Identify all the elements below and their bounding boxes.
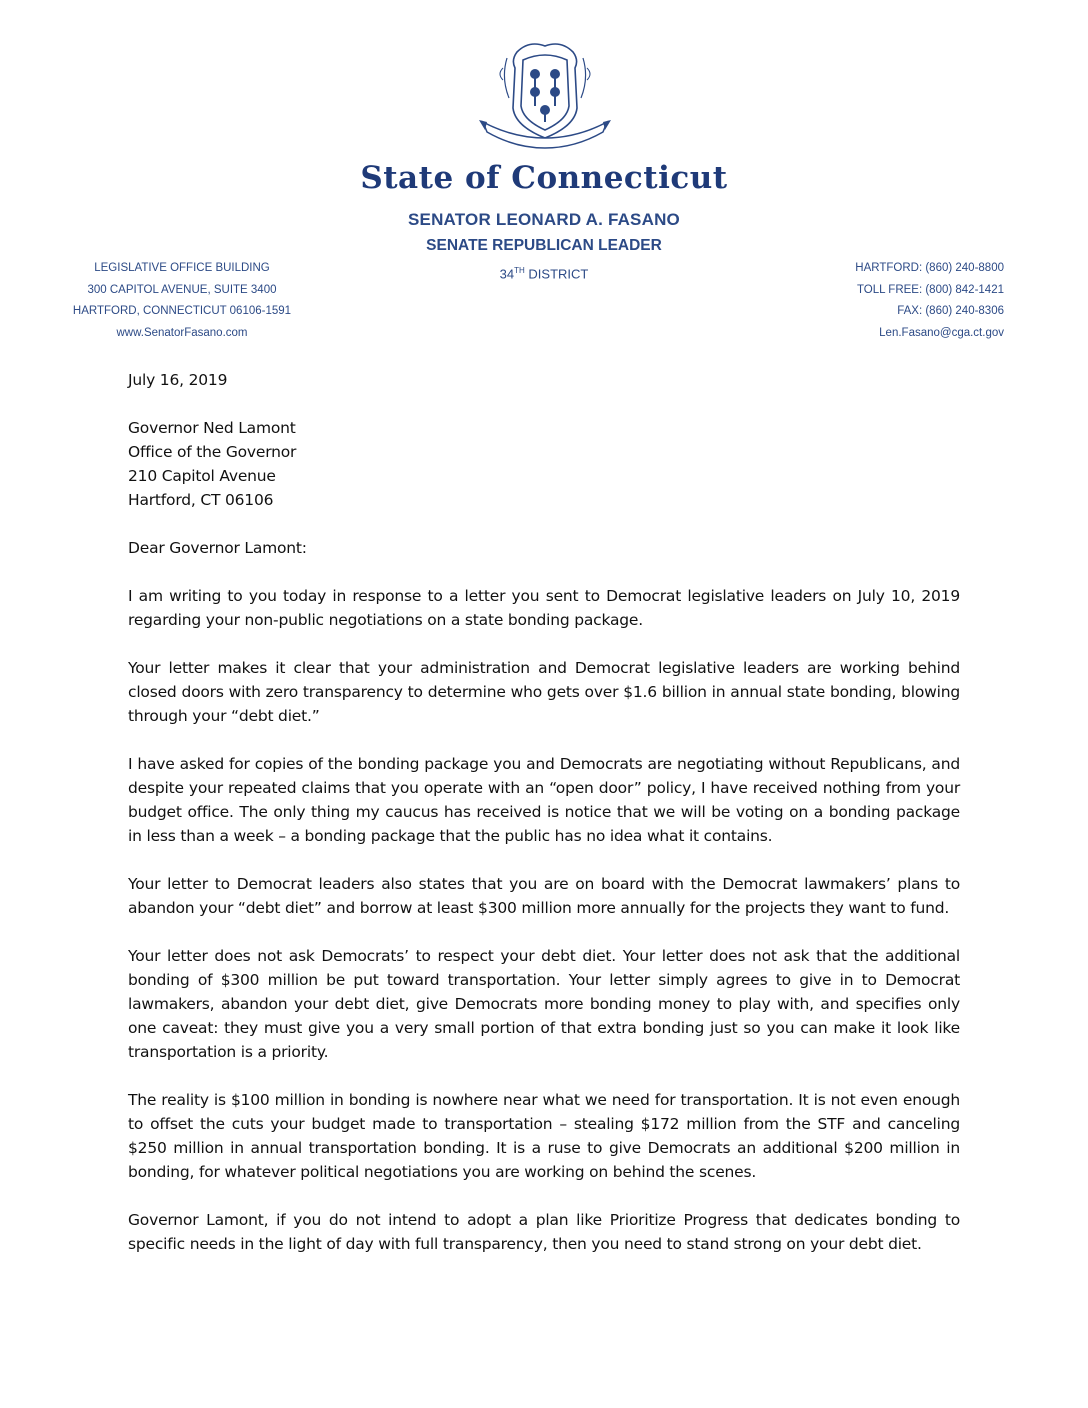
senator-website: www.SenatorFasano.com xyxy=(116,326,248,339)
letter-paragraph: Your letter does not ask Democrats’ to respect your debt diet. Your letter does not ask that the additional bonding of $300 million be put toward transportation. Your letter simply agrees to give in to Democrat lawmakers, abandon your debt diet, give Democrats more bonding money to play with, and specifies only one caveat: they must give you a very small portion of that extra bonding just so you can make it look like transportation is a priority. xyxy=(128,947,960,1061)
addressee-block xyxy=(128,416,960,512)
letter-date: July 16, 2019 xyxy=(128,371,228,389)
letter-paragraph: Your letter makes it clear that your administration and Democrat legislative leaders are working behind closed doors with zero transparency to determine who gets over $1.6 billion in annual state bonding, blowing through your “debt diet.” xyxy=(128,659,960,725)
letter-body xyxy=(128,368,960,1280)
fax-number: FAX: (860) 240-8306 xyxy=(897,305,1004,317)
salutation: Dear Governor Lamont: xyxy=(128,539,307,557)
contact-info xyxy=(820,258,1004,344)
addressee-line: Governor Ned Lamont xyxy=(128,419,296,437)
state-title: State of Connecticut xyxy=(360,160,728,196)
senator-name: SENATOR LEONARD A. FASANO xyxy=(408,210,680,229)
phone-toll-free: TOLL FREE: (800) 842-1421 xyxy=(856,283,1004,296)
district-suffix: TH xyxy=(514,266,525,275)
letter-paragraph: I am writing to you today in response to a letter you sent to Democrat legislative leaders on July 10, 2019 regarding your non-public negotiations on a state bonding package. xyxy=(128,587,960,629)
letter-paragraph: Governor Lamont, if you do not intend to adopt a plan like Prioritize Progress that dedicates bonding to specific needs in the light of day with full transparency, then you need to stand strong on your debt diet. xyxy=(128,1211,960,1253)
office-street: 300 CAPITOL AVENUE, SUITE 3400 xyxy=(87,283,277,296)
addressee-line: 210 Capitol Avenue xyxy=(128,467,276,485)
district-word: DISTRICT xyxy=(528,266,589,282)
connecticut-state-seal-icon xyxy=(477,38,613,158)
office-city: HARTFORD, CONNECTICUT 06106-1591 xyxy=(72,305,292,317)
letter-paragraph: Your letter to Democrat leaders also states that you are on board with the Democrat lawmakers’ plans to abandon your “debt diet” and borrow at least $300 million more annually for the projects they want to fund. xyxy=(128,875,960,917)
email-address: Len.Fasano@cga.ct.gov xyxy=(879,326,1004,339)
addressee-line: Office of the Governor xyxy=(128,443,297,461)
district-number: 34 xyxy=(499,266,515,282)
senator-role: SENATE REPUBLICAN LEADER xyxy=(426,237,662,254)
phone-hartford: HARTFORD: (860) 240-8800 xyxy=(855,262,1004,274)
office-address xyxy=(60,258,304,344)
letter-paragraph: I have asked for copies of the bonding package you and Democrats are negotiating without Republicans, and despite your repeated claims that you operate with an “open door” policy, I have received nothing from your budget office. The only thing my caucus has received is notice that we will be voting on a bonding package in less than a week – a bonding package that the public has no idea what it contains. xyxy=(128,755,960,845)
addressee-line: Hartford, CT 06106 xyxy=(128,491,274,509)
letter-paragraph: The reality is $100 million in bonding is nowhere near what we need for transportation. It is not even enough to offset the cuts your budget made to transportation – stealing $172 million from the STF and canceling $250 million in annual transportation bonding. It is a ruse to give Democrats an additional $200 million in bonding, for whatever political negotiations you are working on behind the scenes. xyxy=(128,1091,960,1181)
office-building: LEGISLATIVE OFFICE BUILDING xyxy=(94,262,270,274)
